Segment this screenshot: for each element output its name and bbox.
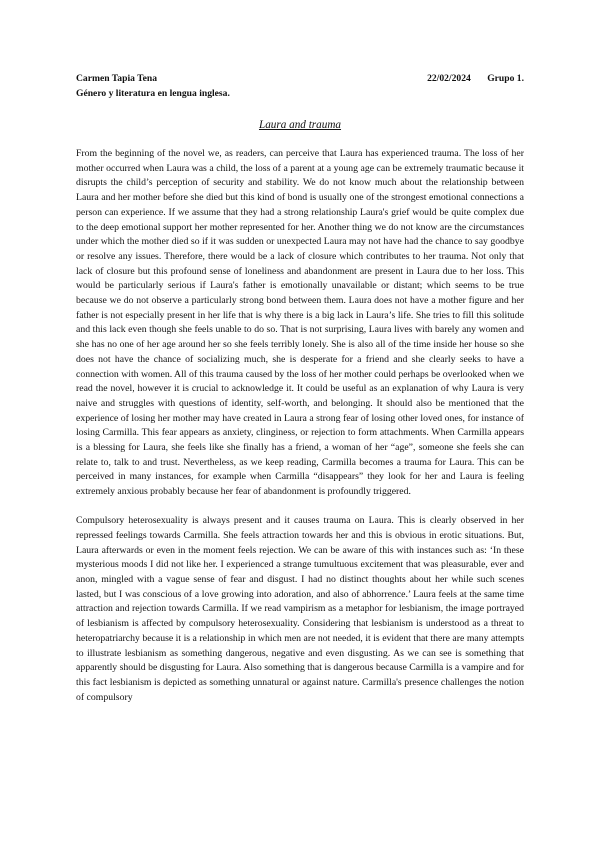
header-right	[427, 72, 524, 86]
body-paragraph-2: Compulsory heterosexuality is always present and it causes trauma on Laura. This is clearly observed in her repressed feelings towards Carmilla. She feels attraction towards her and this is obvious in erotic situations. But, Laura afterwards or even in the moment feels rejection. We can be aware of this with instances such as: ‘In these mysterious moods I did not like her. I experienced a strange tumultuous excitement that was pleasurable, ever and anon, mingled with a vague sense of fear and disgust. I had no distinct thoughts about her while such scenes lasted, but I was conscious of a love growing into adoration, and also of abhorrence.’ Laura feels at the same time attraction and rejection towards Carmilla. If we read vampirism as a metaphor for lesbianism, the image portrayed of lesbianism is affected by compulsory heterosexuality. Considering that lesbianism is understood as a threat to heteropatriarchy because it is a relationship in which men are not needed, it is evident that there are many attempts to illustrate lesbianism as something dangerous, negative and even disgusting. As we can see is something that apparently should be disgusting for Laura. Also something that is dangerous because Carmilla is a vampire and for this fact lesbianism is depicted as something unnatural or against nature. Carmilla's presence challenges the notion of compulsory	[76, 515, 524, 703]
author-name: Carmen Tapia Tena	[76, 73, 158, 84]
course-name: Género y literatura en lengua inglesa.	[76, 88, 230, 99]
header-row	[76, 72, 524, 86]
group-label: Grupo 1.	[487, 73, 524, 84]
essay-title: Laura and trauma	[258, 119, 342, 131]
submission-date: 22/02/2024	[427, 73, 471, 84]
body-paragraph-1: From the beginning of the novel we, as readers, can perceive that Laura has experienced trauma. The loss of her mother occurred when Laura was a child, the loss of a parent at a young age can be extremely traumatic because it disrupts the child’s perception of security and stability. We do not know much about the relationship between Laura and her mother before she died but this kind of bond is usually one of the strongest emotional connections a person can experience. If we assume that they had a strong relationship Laura's grief would be quite complex due to the deep emotional support her mother represented for her. Another thing we do not know are the circumstances under which the mother died so if it was sudden or unexpected Laura may not have had the chance to say goodbye or resolve any issues. Therefore, there would be a lack of closure which contributes to her trauma. Not only that lack of closure but this profound sense of loneliness and abandonment are present in Laura due to her loss. This would be particularly serious if Laura's father is emotionally unavailable or distant; which seems to be true because we do not observe a particularly strong bond between them. Laura does not have a mother figure and her father is not especially present in her life that is why there is a big lack in Laura’s life. She tries to fill this solitude and this lack even though she feels unable to do so. That is not surprising, Laura lives with barely any women and she has no one of her age around her so she feels terribly lonely. She is also all of the time inside her house so she does not have the chance of socializing much, she is desperate for a friend and she clearly seeks to have a connection with women. All of this trauma caused by the loss of her mother could perhaps be overlooked when we read the novel, however it is crucial to acknowledge it. It could be useful as an explanation of why Laura is very naive and struggles with questions of identity, self-worth, and belonging. It should also be mentioned that the experience of losing her mother may have created in Laura a strong fear of losing other loved ones, for instance of losing Carmilla. This fear appears as anxiety, clinginess, or rejection to form attachments. When Carmilla appears is a blessing for Laura, she feels like she finally has a friend, a woman of her “age”, someone she feels she can relate to, talk to and trust. Nevertheless, as we keep reading, Carmilla becomes a trauma for Laura. This can be perceived in many instances, for example when Carmilla “disappears” they look for her and Laura is feeling extremely anxious probably because her fear of abandonment is profoundly triggered.	[76, 148, 524, 498]
